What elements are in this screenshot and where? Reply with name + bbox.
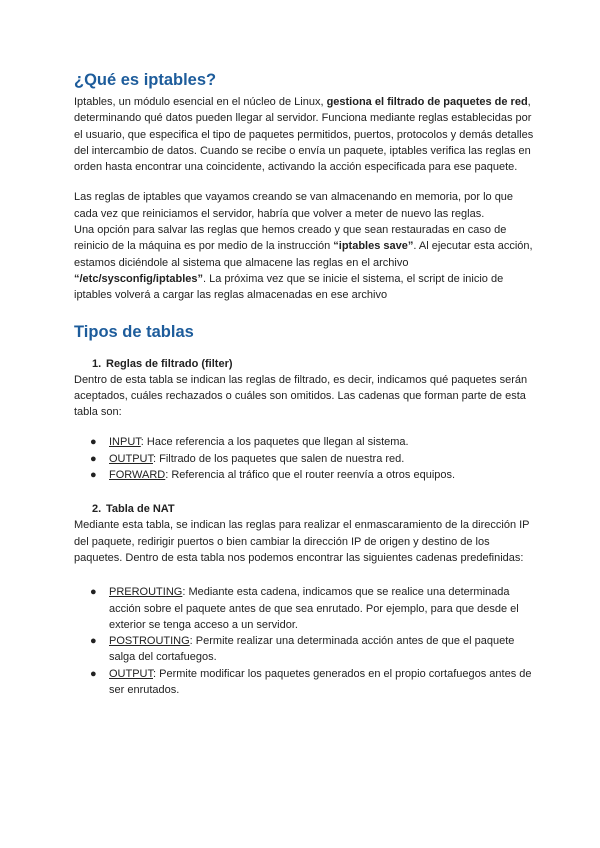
intro-text-bold: gestiona el filtrado de paquetes de red [326, 96, 528, 108]
chain-desc: : Mediante esta cadena, indicamos que se realice una determinada acción sobre el paquete antes de que sea enrutado. Por ejemplo, para que desde el exterior se tenga acceso a un servidor. [109, 586, 519, 631]
chain-term: PREROUTING [109, 586, 183, 599]
bullet-icon: ● [90, 635, 97, 648]
numbered-heading-filter [74, 356, 534, 372]
list-item [74, 451, 534, 467]
intro-text-c: , determinando qué datos pueden llegar al servidor. Funciona mediante reglas establecidas por el usuario, que especifica el tipo de paquetes permitidos, puertos, protocolos y demás detalles del intercambio de datos. Cuando se recibe o envía un paquete, iptables verifica las reglas en orden hasta encontrar una coincidente, activando la acción especificada para ese paquete. [74, 96, 534, 174]
paragraph-memory: Las reglas de iptables que vayamos creando se van almacenando en memoria, por lo que cada vez que reiniciamos el servidor, habría que volver a meter de nuevo las reglas. [74, 191, 514, 220]
bullet-icon: ● [90, 667, 97, 680]
bullet-icon: ● [90, 469, 97, 482]
chain-desc: : Filtrado de los paquetes que salen de nuestra red. [153, 452, 405, 465]
paragraph-intro [74, 94, 534, 175]
filter-chain-list [74, 434, 534, 483]
section-title-tipos: Tipos de tablas [74, 322, 194, 341]
intro-text-a: Iptables, un módulo esencial en el núcleo de Linux, [74, 96, 327, 108]
list-item [74, 584, 534, 633]
document-content [74, 70, 534, 698]
list-item [74, 633, 534, 666]
save-text-c: . Al ejecutar esta acción, estamos diciéndole al sistema que almacene las reglas en el archivo [74, 240, 533, 269]
paragraph-save [74, 222, 534, 303]
list-item [74, 467, 534, 483]
chain-term: OUTPUT [109, 667, 153, 680]
chain-term: POSTROUTING [109, 635, 190, 648]
chain-desc: : Permite modificar los paquetes generados en el propio cortafuegos antes de ser enrutados. [109, 667, 532, 697]
chain-term: INPUT [109, 436, 141, 449]
nat-number: 2. [92, 503, 102, 516]
save-text-e: . La próxima vez que se inicie el sistema, el script de inicio de iptables volverá a cargar las reglas almacenadas en ese archivo [74, 272, 504, 302]
section-title-iptables: ¿Qué es iptables? [74, 71, 217, 89]
chain-term: OUTPUT [109, 452, 153, 465]
save-path: “/etc/sysconfig/iptables” [74, 272, 203, 285]
nat-chain-list [74, 584, 534, 698]
chain-desc: : Referencia al tráfico que el router reenvía a otros equipos. [165, 469, 456, 482]
chain-desc: : Hace referencia a los paquetes que llegan al sistema. [140, 436, 409, 449]
filter-number: 1. [92, 357, 102, 370]
numbered-heading-nat [74, 501, 534, 517]
save-command: “iptables save” [333, 240, 414, 253]
chain-term: FORWARD [109, 469, 166, 482]
bullet-icon: ● [90, 436, 97, 449]
chain-desc: : Permite realizar una determinada acción antes de que el paquete salga del cortafuegos. [109, 635, 515, 664]
nat-heading: Tabla de NAT [106, 503, 175, 516]
bullet-icon: ● [90, 452, 97, 465]
filter-heading: Reglas de filtrado (filter) [106, 357, 233, 370]
list-item [74, 666, 534, 699]
paragraph-nat: Mediante esta tabla, se indican las reglas para realizar el enmascaramiento de la dirección IP del paquete, redirigir puertos o bien cambiar la dirección IP de origen y destino de los paquetes. Dentro de esta tabla nos podemos encontrar las siguientes cadenas predefinidas: [74, 519, 530, 564]
paragraph-filter: Dentro de esta tabla se indican las reglas de filtrado, es decir, indicamos qué paquetes serán aceptados, cuáles rechazados o cuáles son omitidos. Las cadenas que forman parte de esta tabla son: [74, 373, 528, 419]
list-item [74, 434, 534, 450]
bullet-icon: ● [90, 586, 97, 599]
save-text-a: Una opción para salvar las reglas que hemos creado y que sean restauradas en caso de reinicio de la máquina es por medio de la instrucción [74, 224, 507, 253]
